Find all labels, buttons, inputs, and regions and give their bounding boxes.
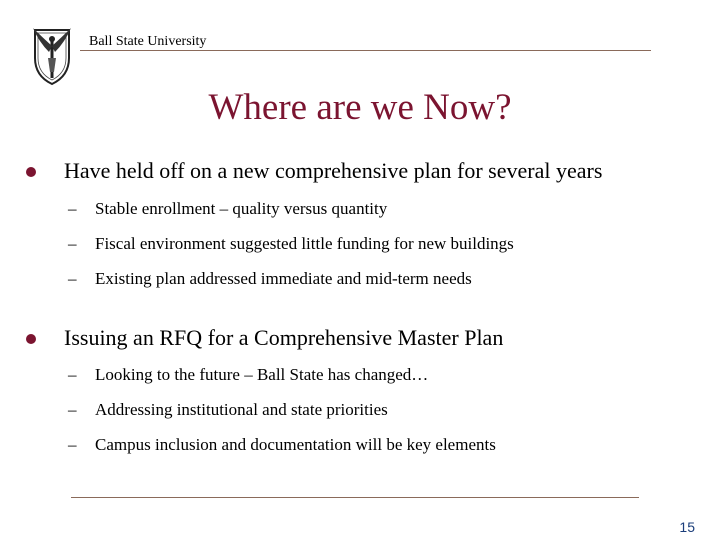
university-name: Ball State University	[89, 34, 207, 49]
sub-bullet-item: Fiscal environment suggested little funding for new buildings	[95, 234, 514, 253]
footer-rule	[71, 497, 639, 498]
sub-bullet-item: Existing plan addressed immediate and mid-term needs	[95, 269, 472, 288]
sub-bullet-dash: –	[68, 365, 77, 384]
bullet-dot	[26, 167, 36, 177]
sub-bullet-dash: –	[68, 234, 77, 253]
sub-bullet-dash: –	[68, 269, 77, 288]
sub-bullet-item: Looking to the future – Ball State has changed…	[95, 365, 429, 384]
sub-bullet-dash: –	[68, 199, 77, 218]
sub-bullet-dash: –	[68, 435, 77, 454]
sub-bullet-item: Addressing institutional and state priorities	[95, 400, 388, 419]
bullet-dot	[26, 334, 36, 344]
university-seal-logo	[27, 24, 77, 86]
header-rule	[80, 50, 651, 51]
slide-title: Where are we Now?	[208, 87, 512, 128]
sub-bullet-item: Campus inclusion and documentation will be key elements	[95, 435, 496, 454]
sub-bullet-dash: –	[68, 400, 77, 419]
bullet-item: Issuing an RFQ for a Comprehensive Master Plan	[64, 325, 504, 350]
page-number: 15	[679, 519, 695, 535]
bullet-item: Have held off on a new comprehensive plan for several years	[64, 158, 603, 183]
sub-bullet-item: Stable enrollment – quality versus quantity	[95, 199, 388, 218]
